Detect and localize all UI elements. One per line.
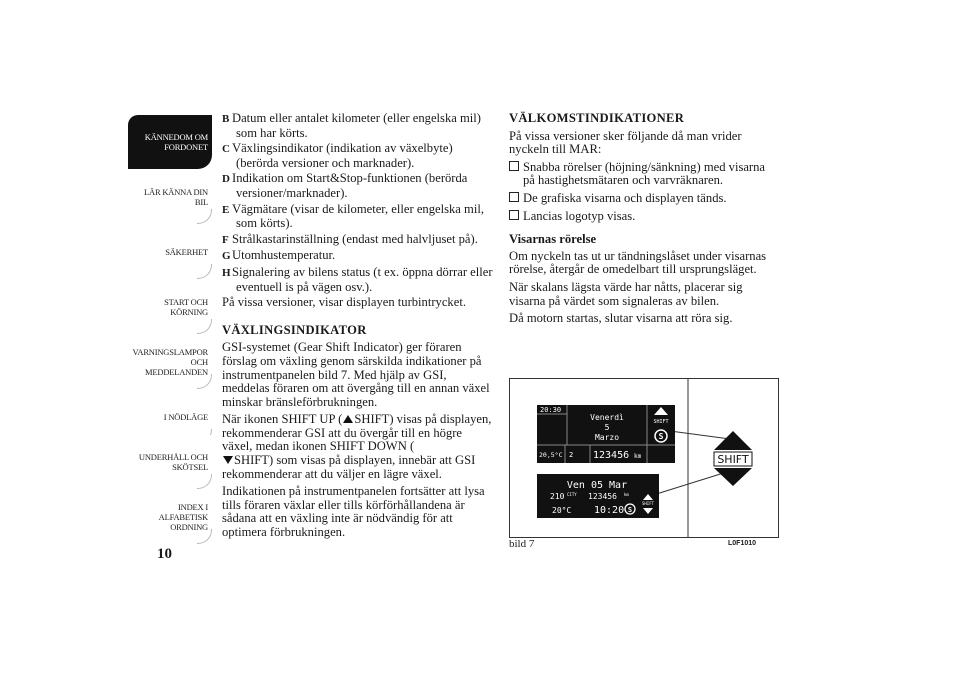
dashboard-illustration xyxy=(510,379,778,537)
d2-badge: S xyxy=(627,506,633,514)
figure-bild-7 xyxy=(509,378,779,538)
checkbox-icon xyxy=(509,210,519,220)
d2-trip-unit: CITY xyxy=(567,492,577,497)
d2-shift: SHIFT xyxy=(641,501,655,506)
d2-odo-unit: km xyxy=(624,492,629,497)
welcome-paragraph: På vissa versioner sker följande då man vrider nyckeln till MAR: xyxy=(509,128,742,157)
gsi-paragraph-3: Indikationen på instrumentpanelen fortsätter att lysa tills föraren växlar eller tills körförhållandena är sådana att en växling inte är nödvändig för att optimera förbrukningen. xyxy=(222,484,485,540)
d1-badge: S xyxy=(658,432,664,441)
sidebar-tab-kannedom[interactable]: KÄNNEDOM OM FORDONET xyxy=(128,115,212,169)
d1-gear: 2 xyxy=(569,451,574,459)
legend-item-b: B Datum eller antalet kilometer (eller engelska mil) som har körts. xyxy=(222,111,481,140)
d1-temp: 20,5°C xyxy=(539,451,563,459)
turbo-note: På vissa versioner, visar displayen turbintrycket. xyxy=(222,295,466,310)
big-shift-up-icon xyxy=(714,431,752,450)
d1-date: 5 xyxy=(604,423,610,432)
legend-item-c: C Växlingsindikator (indikation av växelbyte) (berörda versioner och marknader). xyxy=(222,141,453,170)
right-column xyxy=(509,112,779,330)
legend-item-d: D Indikation om Start&Stop-funktionen (berörda versioner/marknader). xyxy=(222,171,468,200)
legend-item-h: HSignalering av bilens status (t ex. öppna dörrar eller eventuell is på vägen osv.). xyxy=(222,264,493,294)
sidebar-tab-nodlage[interactable]: I NÖDLÄGE xyxy=(128,390,212,444)
figure-code: L0F1010 xyxy=(728,540,757,547)
shift-down-icon xyxy=(223,456,233,464)
d1-odometer: 123456 xyxy=(593,450,630,461)
gsi-paragraph-2: När ikonen SHIFT UP ( SHIFT) visas på displayen, rekommenderar GSI att du övergår till en högre växel, medan ikonen SHIFT DOWN ( SHIFT) som visas på displayen, innebär att GSI rekommenderar att du väljer en lägre växel. xyxy=(222,412,492,481)
left-column xyxy=(222,112,494,544)
shift-up-icon xyxy=(343,415,353,423)
d2-temp: 20°C xyxy=(552,506,572,515)
big-shift-label: SHIFT xyxy=(717,453,749,466)
legend-item-g: GUtomhustemperatur. xyxy=(222,248,336,263)
welcome-bullet: Lancias logotyp visas. xyxy=(509,210,779,224)
needles-paragraph-1: Om nyckeln tas ut ur tändningslåset under visarnas rörelse, återgår de omedelbart till ursprungsläget. xyxy=(509,248,767,277)
d1-shift: SHIFT xyxy=(653,419,669,425)
d1-odo-unit: km xyxy=(634,453,642,460)
welcome-bullet: De grafiska visarna och displayen tänds. xyxy=(509,192,779,206)
big-shift-down-icon xyxy=(714,468,752,486)
legend-item-e: E Vägmätare (visar de kilometer, eller engelska mil, som körts). xyxy=(222,201,484,231)
display-2 xyxy=(537,474,659,518)
d2-odometer: 123456 xyxy=(588,492,617,501)
sidebar-tab-lar-kanna[interactable]: LÄR KÄNNA DIN BIL xyxy=(128,170,212,224)
d1-time: 20:30 xyxy=(540,406,562,414)
d2-time: 10:20 xyxy=(594,505,625,516)
needles-paragraph-3: Då motorn startas, slutar visarna att röra sig. xyxy=(509,311,733,326)
needles-paragraph-2: När skalans lägsta värde har nåtts, placerar sig visarna på värdet som signaleras av bilen. xyxy=(509,279,743,308)
display-1 xyxy=(537,405,675,463)
d2-date-line: Ven 05 Mar xyxy=(566,480,628,491)
welcome-heading: VÄLKOMSTINDIKATIONER xyxy=(509,111,685,125)
sidebar-tab-index[interactable]: INDEX I ALFABETISK ORDNING xyxy=(128,490,212,544)
sidebar-tab-varningslampor[interactable]: VARNINGSLAMPOR OCH MEDDELANDEN xyxy=(128,335,212,389)
welcome-bullet: Snabba rörelser (höjning/sänkning) med visarna på hastighetsmätaren och varvräknaren. xyxy=(509,161,779,188)
gsi-heading: VÄXLINGSINDIKATOR xyxy=(222,322,367,337)
page-number: 10 xyxy=(157,546,172,562)
needles-heading: Visarnas rörelse xyxy=(509,232,597,247)
d1-day: Venerdì xyxy=(590,413,624,422)
sidebar-tab-underhall[interactable]: UNDERHÅLL OCH SKÖTSEL xyxy=(128,435,212,489)
sidebar-tab-start[interactable]: START OCH KÖRNING xyxy=(128,280,212,334)
sidebar-tab-sakerhet[interactable]: SÄKERHET xyxy=(128,225,212,279)
d1-month: Marzo xyxy=(594,433,620,442)
d2-trip: 210 xyxy=(550,492,565,501)
gsi-paragraph-1: GSI-systemet (Gear Shift Indicator) ger föraren förslag om växling genom särskilda indikationer på instrumentpanelen bild 7. Med hjälp av GSI, meddelas föraren om att övergång till en annan växel minskar bränsleförbrukningen. xyxy=(222,340,490,409)
figure-caption: bild 7 xyxy=(509,538,535,550)
legend-item-f: F Strålkastarinställning (endast med halvljuset på). xyxy=(222,231,478,246)
checkbox-icon xyxy=(509,161,519,171)
big-shift-indicator xyxy=(714,431,752,486)
checkbox-icon xyxy=(509,192,519,202)
